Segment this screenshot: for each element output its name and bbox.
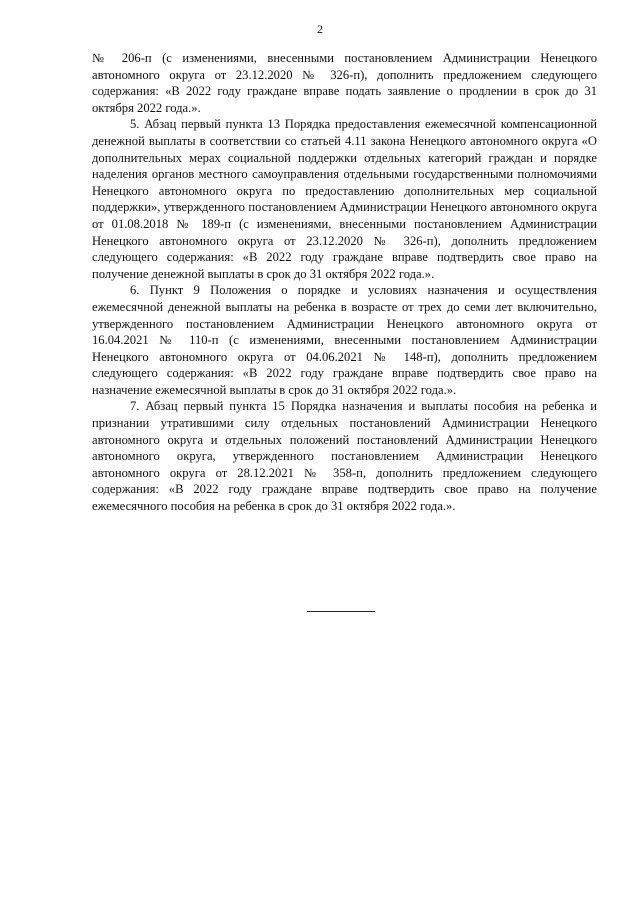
paragraph-item-5: 5. Абзац первый пункта 13 Порядка предоставления ежемесячной компенсационной денежной выплаты в соответствии со статьей 4.11 закона Ненецкого автономного округа «О дополнительных мерах социальной поддержки отдельных категорий граждан и порядке наделения органов местного самоуправления отдельными государственными полномочиями Ненецкого автономного округа по предоставлению дополнительных мер социальной поддержки», утвержденного постановлением Администрации Ненецкого автономного округа от 01.08.2018 № 189-п (с изменениями, внесенными постановлением Администрации Ненецкого автономного округа от 23.12.2020 № 326-п), дополнить предложением следующего содержания: «В 2022 году граждане вправе подтвердить свое право на получение денежной выплаты в срок до 31 октября 2022 года.». — [92, 117, 597, 281]
paragraph-item-6: 6. Пункт 9 Положения о порядке и условиях назначения и осуществления ежемесячной денежной выплаты на ребенка в возрасте от трех до семи лет включительно, утвержденного постановлением Администрации Ненецкого автономного округа от 16.04.2021 № 110-п (с изменениями, внесенными постановлением Администрации Ненецкого автономного округа от 04.06.2021 № 148-п), дополнить предложением следующего содержания: «В 2022 году граждане вправе подтвердить свое право на назначение ежемесячной выплаты в срок до 31 октября 2022 года.». — [92, 283, 597, 397]
paragraph-item-7: 7. Абзац первый пункта 15 Порядка назначения и выплаты пособия на ребенка и признании утратившими силу отдельных постановлений Администрации Ненецкого автономного округа и отдельных положений постановлений Администрации Ненецкого автономного округа, утвержденного постановлением Администрации Ненецкого автономного округа от 28.12.2021 № 358-п, дополнить предложением следующего содержания: «В 2022 году граждане вправе подтвердить свое право на получение ежемесячного пособия на ребенка в срок до 31 октября 2022 года.». — [92, 399, 597, 514]
paragraph-continuation: № 206-п (с изменениями, внесенными постановлением Администрации Ненецкого автономного округа от 23.12.2020 № 326-п), дополнить предложением следующего содержания: «В 2022 году граждане вправе подать заявление о продлении в срок до 31 октября 2022 года.». — [92, 51, 597, 115]
page-number: 2 — [317, 22, 323, 36]
document-body — [92, 50, 597, 515]
end-divider-line — [307, 611, 375, 612]
